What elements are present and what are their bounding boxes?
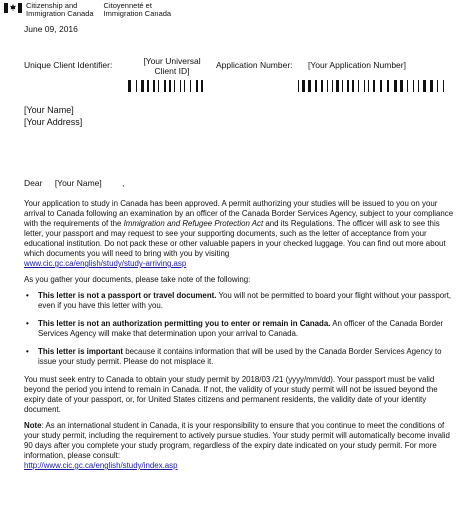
barcode-bar xyxy=(153,80,155,92)
barcode-bar xyxy=(147,80,149,92)
notice-list xyxy=(24,291,460,367)
barcode-bar xyxy=(186,80,189,92)
note-paragraph xyxy=(24,421,460,471)
barcode-bar xyxy=(394,80,397,92)
barcode-bar xyxy=(172,80,173,92)
salutation-word: Dear xyxy=(24,178,43,188)
salutation-punct: , xyxy=(122,178,125,188)
barcode-bar xyxy=(358,80,359,92)
barcode-bar xyxy=(180,80,181,92)
department-name-english xyxy=(26,2,94,18)
barcode-bar xyxy=(390,80,393,92)
barcode-bar xyxy=(434,80,436,92)
recipient-name: [Your Name] xyxy=(24,105,74,115)
letterhead xyxy=(4,2,181,18)
bullet1-text: You will not be permitted to board your flight without your passport, even if you have this letter with you. xyxy=(38,291,452,310)
barcode-bar xyxy=(156,80,157,92)
barcode-bar xyxy=(318,80,320,92)
barcode-bar xyxy=(334,80,335,92)
bullet1-heading: This letter is not a passport or travel document. xyxy=(38,291,217,300)
list-item xyxy=(24,319,460,339)
uci-label: Unique Client Identifier: xyxy=(24,60,113,70)
barcode-bar xyxy=(300,80,301,92)
barcode-bar xyxy=(312,80,314,92)
barcode-bar xyxy=(176,80,179,92)
barcode-bar xyxy=(360,80,363,92)
barcode-bar xyxy=(400,80,403,92)
barcode-bar xyxy=(167,80,168,92)
deadline-text-a: You must seek entry to Canada to obtain your study permit by xyxy=(24,375,242,384)
bullet3-heading: This letter is important xyxy=(38,347,124,356)
barcode-bar xyxy=(373,80,375,92)
barcode-bar xyxy=(418,80,419,92)
study-info-link[interactable]: http://www.cic.gc.ca/english/study/index.asp xyxy=(24,461,178,470)
barcode-bar xyxy=(160,80,163,92)
barcode-bar xyxy=(145,80,146,92)
note-label: Note xyxy=(24,421,42,430)
barcode-bar xyxy=(409,80,412,92)
barcode-bar xyxy=(336,80,339,92)
barcode-bar xyxy=(350,80,351,92)
list-item xyxy=(24,347,460,367)
barcode-bar xyxy=(141,80,144,92)
barcode-bar xyxy=(355,80,357,92)
barcode-bar xyxy=(327,80,328,92)
salutation xyxy=(24,178,125,188)
barcode-bar xyxy=(423,80,426,92)
uci-value-line2: Client ID] xyxy=(154,66,190,76)
list-item xyxy=(24,291,460,311)
bullet2-heading: This letter is not an authorization permitting you to enter or remain in Canada. xyxy=(38,319,331,328)
barcode-bar xyxy=(427,80,429,92)
barcode-bar xyxy=(138,80,140,92)
barcode-bar xyxy=(199,80,200,92)
barcode-bar xyxy=(415,80,417,92)
barcode-bar xyxy=(383,80,386,92)
uci-value-line1: [Your Universal xyxy=(143,56,201,66)
department-en-line1: Citizenship and xyxy=(26,1,78,10)
barcode-bar xyxy=(174,80,175,92)
barcode-bar xyxy=(443,80,444,92)
barcode-bar xyxy=(439,80,442,92)
approval-text-a: Your application to study in Canada has been approved. A permit authorizing your studies will be issued to you on your arrival to Canada following an examination by an officer of the Canada Border Services Agency, subject to your compliance with the requirements of the xyxy=(24,199,454,228)
application-number-label: Application Number: xyxy=(216,60,293,70)
department-name-french xyxy=(104,2,172,18)
letter-body xyxy=(24,199,460,477)
barcode-bar xyxy=(332,80,333,92)
study-arriving-link[interactable]: www.cic.gc.ca/english/study/study-arriving.asp xyxy=(24,259,187,268)
barcode-bar xyxy=(398,80,399,92)
uci-value xyxy=(132,56,212,76)
barcode-bar xyxy=(340,80,341,92)
application-barcode xyxy=(298,80,448,92)
barcode-bar xyxy=(182,80,183,92)
entry-deadline-paragraph xyxy=(24,375,460,415)
approval-paragraph xyxy=(24,199,460,269)
barcode-bar xyxy=(128,80,131,92)
department-en-line2: Immigration Canada xyxy=(26,9,94,18)
barcode-bar xyxy=(344,80,346,92)
barcode-bar xyxy=(201,80,203,92)
barcode-bar xyxy=(324,80,326,92)
department-fr-line2: Immigration Canada xyxy=(103,9,172,18)
barcode-bar xyxy=(158,80,159,92)
bullet2-text: An officer of the Canada Border Services Agency will make that determination upon your arrival to Canada. xyxy=(38,319,444,338)
bullet3-text: because it contains information that will be used by the Canada Border Services Agency to issue your study permit. Please do not misplace it. xyxy=(38,347,442,366)
uci-barcode xyxy=(128,80,207,92)
entry-deadline-date: 2018/03 /21 xyxy=(241,375,284,384)
barcode-bar xyxy=(298,80,299,92)
barcode-bar xyxy=(445,80,447,92)
barcode-bar xyxy=(404,80,406,92)
barcode-bar xyxy=(204,80,206,92)
barcode-bar xyxy=(306,80,307,92)
note-text: : As an international student in Canada, it is your responsibility to ensure that you continue to meet the conditions of your study permit, including the requirement to actively pursue studies. Your study permit will automatically become invalid 90 days after you complete your study program, regardless of the expiry date indicated on your study permit. For more information, please consult: xyxy=(24,421,450,460)
documents-intro: As you gather your documents, please take note of the following: xyxy=(24,275,251,284)
barcode-bar xyxy=(364,80,365,92)
barcode-bar xyxy=(380,80,382,92)
barcode-bar xyxy=(407,80,408,92)
barcode-bar xyxy=(184,80,185,92)
barcode-bar xyxy=(366,80,367,92)
barcode-bar xyxy=(387,80,389,92)
barcode-bar xyxy=(169,80,171,92)
barcode-bar xyxy=(132,80,135,92)
barcode-bar xyxy=(370,80,372,92)
approval-text-b: and its Regulations. The officer will ask to see this letter, your passport and may request to see your supporting documents, such as the letter of acceptance from your educational institution. Do not pack these or other valuable papers in your checked luggage. You can find out more about which documents you will need to bring with you by visiting xyxy=(24,219,446,258)
barcode-bar xyxy=(321,80,323,92)
barcode-bar xyxy=(329,80,331,92)
barcode-bar xyxy=(164,80,166,92)
barcode-bar xyxy=(315,80,317,92)
barcode-bar xyxy=(376,80,379,92)
deadline-text-b: (yyyy/mm/dd). Your passport must be valid beyond the period you intend to remain in Canada. If not, the validity of your study permit will not be issued beyond the expiry date of your passport, or, for United States citizens and permanent residents, the validity date of your identity document. xyxy=(24,375,438,414)
application-number-value: [Your Application Number] xyxy=(308,60,406,70)
recipient-block xyxy=(24,104,82,128)
barcode-bar xyxy=(342,80,343,92)
barcode-bar xyxy=(368,80,369,92)
barcode-bar xyxy=(430,80,433,92)
barcode-bar xyxy=(196,80,198,92)
salutation-name: [Your Name] xyxy=(54,178,102,188)
barcode-bar xyxy=(352,80,354,92)
barcode-bar xyxy=(302,80,305,92)
act-name: Immigration and Refugee Protection Act xyxy=(123,219,264,228)
barcode-bar xyxy=(308,80,311,92)
recipient-address: [Your Address] xyxy=(24,117,83,127)
barcode-bar xyxy=(136,80,137,92)
department-fr-line1: Citoyenneté et xyxy=(103,1,152,10)
barcode-bar xyxy=(150,80,152,92)
barcode-bar xyxy=(190,80,191,92)
barcode-bar xyxy=(420,80,422,92)
barcode-bar xyxy=(437,80,438,92)
barcode-bar xyxy=(192,80,195,92)
barcode-bar xyxy=(413,80,414,92)
canada-flag-icon xyxy=(4,3,22,13)
barcode-bar xyxy=(347,80,349,92)
letter-date: June 09, 2016 xyxy=(24,24,78,34)
